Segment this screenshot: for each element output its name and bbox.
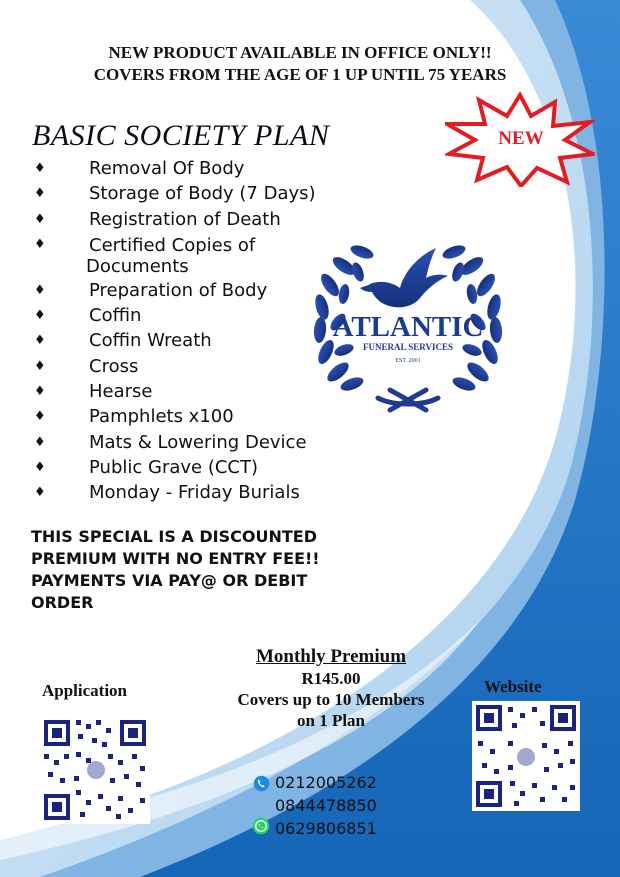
header-line-2: COVERS FROM THE AGE OF 1 UP UNTIL 75 YEARS xyxy=(93,65,507,84)
phone-number-1[interactable]: 0212005262 xyxy=(275,773,377,792)
special-offer-text: THIS SPECIAL IS A DISCOUNTED PREMIUM WITH NO ENTRY FEE!! PAYMENTS VIA PAY@ OR DEBIT ORDER xyxy=(31,527,320,612)
premium-covers-line-1: Covers up to 10 Members xyxy=(237,690,425,709)
diamond-bullet-icon: ♦ xyxy=(34,211,46,227)
diamond-bullet-icon: ♦ xyxy=(34,308,46,324)
diamond-bullet-icon: ♦ xyxy=(34,434,46,450)
new-starburst-badge xyxy=(445,92,595,187)
diamond-bullet-icon: ♦ xyxy=(34,485,46,501)
website-qr-label: Website xyxy=(484,677,542,696)
diamond-bullet-icon: ♦ xyxy=(34,358,46,374)
diamond-bullet-icon: ♦ xyxy=(34,161,46,176)
diamond-bullet-icon: ♦ xyxy=(34,282,46,298)
logo-name: ATLANTIC xyxy=(332,311,484,343)
whatsapp-number[interactable]: 0629806851 xyxy=(275,819,377,838)
diamond-bullet-icon: ♦ xyxy=(34,236,46,252)
atlantic-logo xyxy=(308,222,508,422)
premium-amount: R145.00 xyxy=(301,669,361,688)
whatsapp-icon xyxy=(252,817,270,835)
new-badge-label: NEW xyxy=(498,128,544,149)
website-qr-code[interactable] xyxy=(472,701,580,811)
logo-est: EST. 2001 xyxy=(395,358,421,364)
diamond-bullet-icon: ♦ xyxy=(34,333,46,349)
premium-covers-line-2: on 1 Plan xyxy=(296,711,366,730)
plan-title: BASIC SOCIETY PLAN xyxy=(32,119,330,152)
premium-heading: Monthly Premium xyxy=(255,646,407,667)
diamond-bullet-icon: ♦ xyxy=(34,459,46,475)
phone-icon xyxy=(253,775,270,792)
phone-number-2[interactable]: 0844478850 xyxy=(275,796,377,815)
header-line-1: NEW PRODUCT AVAILABLE IN OFFICE ONLY!! xyxy=(108,43,492,62)
logo-subtitle: FUNERAL SERVICES xyxy=(363,342,453,352)
diamond-bullet-icon: ♦ xyxy=(34,409,46,425)
diamond-bullet-icon: ♦ xyxy=(34,186,46,202)
application-qr-code[interactable] xyxy=(40,716,150,824)
diamond-bullet-icon: ♦ xyxy=(34,384,46,400)
application-qr-label: Application xyxy=(42,681,128,700)
